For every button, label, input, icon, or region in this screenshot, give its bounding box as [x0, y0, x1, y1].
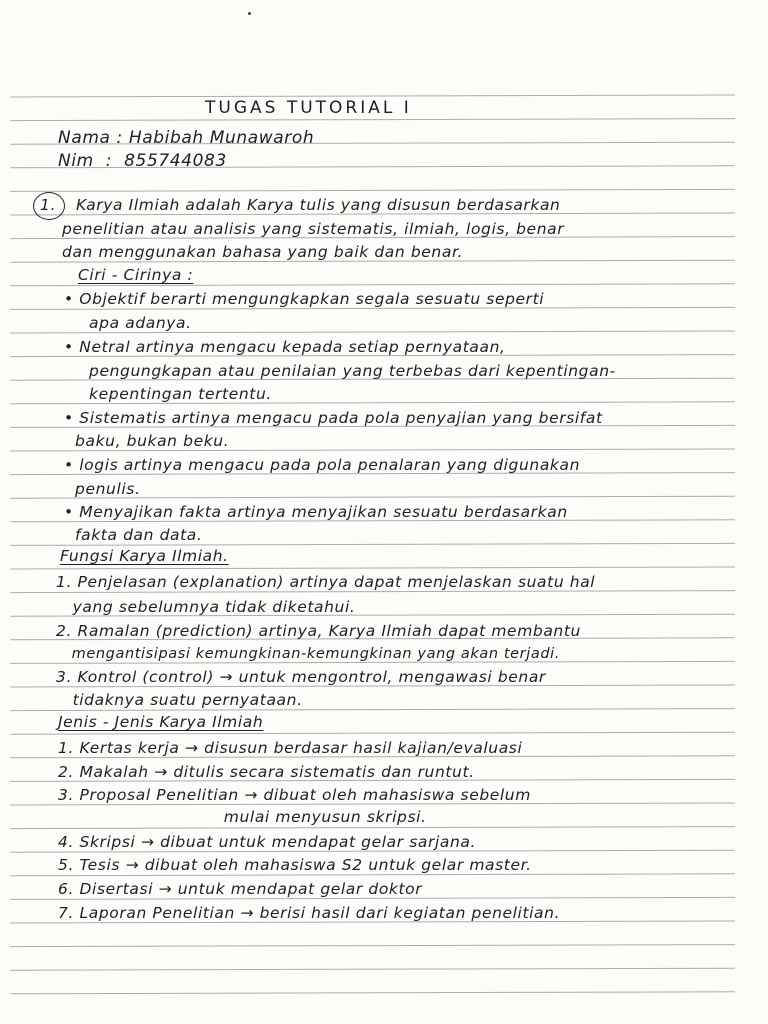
ruled-line	[10, 119, 735, 121]
jenis-heading: Jenis - Jenis Karya Ilmiah	[58, 713, 264, 731]
fungsi-line-6: tidaknya suatu pernyataan.	[56, 691, 303, 709]
jenis-line-1: 1. Kertas kerja → disusun berdasar hasil kajian/evaluasi	[58, 739, 523, 757]
fungsi-heading: Fungsi Karya Ilmiah.	[60, 547, 229, 565]
ciri-line-9: penulis.	[64, 480, 141, 498]
definition-line-1: Karya Ilmiah adalah Karya tulis yang disusun berdasarkan	[76, 196, 561, 214]
ruled-line	[10, 95, 735, 97]
fungsi-line-1: 1. Penjelasan (explanation) artinya dapat menjelaskan suatu hal	[56, 573, 596, 591]
ciri-line-8: • logis artinya mengacu pada pola penalaran yang digunakan	[64, 456, 581, 474]
ciri-line-11: fakta dan data.	[64, 526, 203, 544]
ruled-line	[10, 945, 735, 947]
ciri-line-6: • Sistematis artinya mengacu pada pola penyajian yang bersifat	[64, 409, 603, 427]
ciri-line-1: • Objektif berarti mengungkapkan segala sesuatu seperti	[64, 290, 545, 308]
jenis-line-4: mulai menyusun skripsi.	[58, 808, 427, 826]
ciri-heading: Ciri - Cirinya :	[78, 266, 194, 284]
ciri-line-4: pengungkapan atau penilaian yang terbebas dari kepentingan-	[78, 362, 616, 380]
definition-line-3: dan menggunakan bahasa yang baik dan benar.	[62, 243, 464, 261]
scan-speck	[248, 12, 251, 15]
ruled-line	[10, 827, 735, 829]
jenis-line-8: 7. Laporan Penelitian → berisi hasil dari kegiatan penelitian.	[58, 904, 561, 922]
jenis-line-2: 2. Makalah → ditulis secara sistematis dan runtut.	[58, 763, 475, 781]
jenis-line-3: 3. Proposal Penelitian → dibuat oleh mahasiswa sebelum	[58, 786, 531, 804]
ruled-line	[10, 732, 735, 734]
page-title: TUGAS TUTORIAL I	[205, 98, 412, 118]
jenis-line-7: 6. Disertasi → untuk mendapat gelar doktor	[58, 880, 423, 898]
ruled-line	[10, 874, 735, 876]
jenis-line-5: 4. Skripsi → dibuat untuk mendapat gelar sarjana.	[58, 833, 477, 851]
name-line: Nama : Habibah Munawaroh	[58, 128, 315, 148]
ciri-line-10: • Menyajikan fakta artinya menyajikan sesuatu berdasarkan	[64, 503, 568, 521]
fungsi-line-5: 3. Kontrol (control) → untuk mengontrol, mengawasi benar	[56, 668, 546, 686]
ciri-line-5: kepentingan tertentu.	[78, 385, 272, 403]
ruled-line	[10, 189, 735, 191]
ciri-line-7: baku, bukan beku.	[64, 432, 230, 450]
ciri-line-3: • Netral artinya mengacu kepada setiap pernyataan,	[64, 338, 506, 356]
ruled-line	[10, 284, 735, 286]
definition-line-2: penelitian atau analisis yang sistematis, ilmiah, logis, benar	[62, 220, 565, 238]
jenis-line-6: 5. Tesis → dibuat oleh mahasiswa S2 untuk gelar master.	[58, 856, 532, 874]
ruled-line	[10, 567, 735, 569]
question-number: 1.	[40, 196, 56, 214]
ruled-line	[10, 968, 735, 970]
fungsi-line-2: yang sebelumnya tidak diketahui.	[56, 598, 356, 616]
fungsi-line-3: 2. Ramalan (prediction) artinya, Karya Ilmiah dapat membantu	[56, 622, 581, 640]
ruled-line	[10, 992, 735, 994]
fungsi-line-4: mengantisipasi kemungkinan-kemungkinan yang akan terjadi.	[56, 646, 560, 662]
ciri-line-2: apa adanya.	[78, 314, 192, 332]
nim-line: Nim : 855744083	[58, 151, 227, 171]
